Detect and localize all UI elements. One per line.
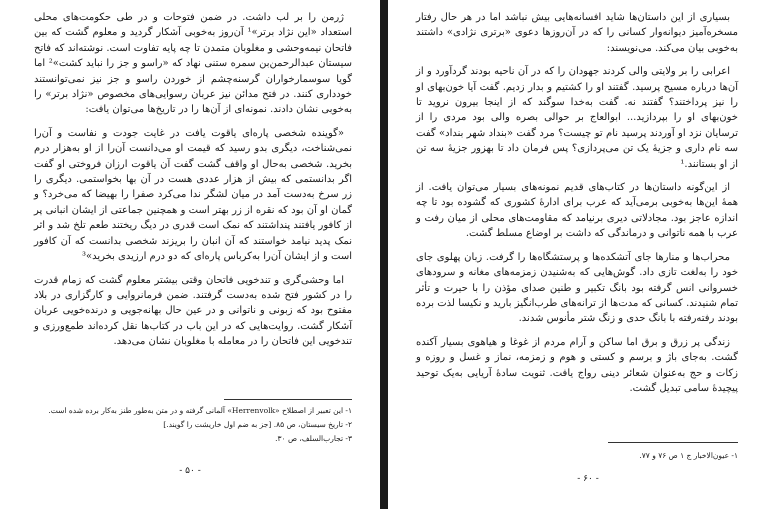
footnote: ۳- تجارب‌السلف، ص ۳۰. xyxy=(275,434,352,443)
footnote-divider xyxy=(608,442,738,443)
right-page xyxy=(388,0,768,509)
book-gutter xyxy=(380,0,388,509)
footnote: ۱- عیون‌الاخبار ج ۱ ص ۷۶ و ۷۷. xyxy=(639,451,738,460)
quoted-paragraph: «گوینده شخصی پاره‌ای یاقوت یافت در غایت جودت و نفاست و آن‌را نمی‌شناخت، دیگری بدو رسید که قیمت او می‌دانست آن‌را از او به‌هزار درم بخرید. شخصی به‌حال او واقف گشت گفت آن یاقوت ارزان فروختی او گفت اگر بدانستمی که بیش از هزار عددی هست در آن بها بخواستمی. دیگری را زر سرخ به‌دست آمد در میان لشگر ندا می‌کرد صفرا را بهیضا که می‌خرد؟ و گمان او آن بود که نقره از زر بهتر است و همچنین جماعتی از ایشان انبانی پر از کافور یافتند پنداشتند که نمک است قدری در دیگ ریختند طعم تلخ شد و اثر نمک پدید نیامد خواستند که آن انبان را بریزند شخصی بدانست که آن کافور است و از ایشان آن‌را به‌کرباس پاره‌ای که دو درم ارزیدی بخرید»³ xyxy=(34,127,352,263)
left-body xyxy=(34,10,352,358)
paragraph: اما وحشی‌گری و تندخویی فاتحان وقتی بیشتر معلوم گشت که زمام قدرت را در کشور فتح شده به‌دست گرفتند. ضمن فرمانروایی و کارگزاری در بلاد مفتوح بود که زبونی و ناتوانی و در عین حال بهانه‌جویی و درنده‌خویی عربان آشکار گشت. روایت‌هایی که در این باب در کتاب‌ها نقل کرده‌اند طمع‌ورزی و تندخویی این فاتحان را در معامله با مغلوبان نشان می‌دهد. xyxy=(34,274,352,348)
paragraph: ژرمن را بر لب داشت. در ضمن فتوحات و در طی حکومت‌های محلی استعداد «این نژاد برتر»¹ آن‌روز به‌خوبی آشکار گردید و معلوم گشت که بین فاتحان نیمه‌وحشی و مغلوبان متمدن تا چه پایه تفاوت است. نوشته‌اند که فاتح سیستان عبدالرحمن‌بن سمره ستنی نهاد که «راسو و جز را نباید کشت»² اما گویا سوسمارخواران گرسنه‌چشم از خوردن راسو و جز نیز نمی‌توانستند خودداری کنند. در فتح مدائن نیز عربان رسوایی‌های مخصوص «نژاد برتر» را به‌خوبی نشان دادند. نمونه‌ای از آن‌ها را در تاریخ‌ها می‌توان یافت: xyxy=(34,12,352,116)
page-number: - ۶۰ - xyxy=(577,474,599,484)
left-page xyxy=(0,0,380,509)
footnote: ۱- این تعبیر از اصطلاح «Herrenvolk» آلمانی گرفته و در متن به‌طور طنز به‌کار برده شده است. xyxy=(48,406,352,415)
paragraph: اعرابی را بر ولایتی والی کردند جهودان را که در آن ناحیه بودند گردآورد و از آن‌ها درباره مسیح پرسید. گفتند او را کشتیم و بدار زدیم. گفت آیا خون‌بهای او را نیز پرداختند؟ گفتند نه. گفت به‌خدا سوگند که از اینجا بیرون نروید تا خون‌بهای او را بپردازید... ابوالعاج بر حوالی بصره والی بود مردی را از ترسایان نزد او آوردند پرسید نام تو چیست؟ مرد گفت «بنداد شهر بنداد» گفت سه نام داری و جزیهٔ یک تن می‌پردازی؟ پس فرمان داد تا بهزور جزیهٔ سه تن از او بستانند.¹ xyxy=(416,66,738,170)
paragraph: بسیاری از این داستان‌ها شاید افسانه‌هایی بیش نباشد اما در هر حال رفتار مسخره‌آمیز دیوانه‌وار کسانی را که در آن‌روزها دعوی «برتری نژادی» داشتند به‌خوبی بیان می‌کند. می‌نویسند: xyxy=(416,12,738,54)
footnote-divider xyxy=(224,399,352,400)
paragraph: زندگی پر زرق و برق اما ساکن و آرام مردم از غوغا و هیاهوی بسیار آکنده گشت. به‌جای باژ و برسم و کستی و هوم و زمزمه، نماز و غسل و روزه و زکات و حج به‌عنوان شعائر دینی رواج یافت. ثنویت سادهٔ آریایی به‌یک توحید پیچیدهٔ سامی تبدیل گشت. xyxy=(416,336,738,394)
footnotes xyxy=(34,405,352,447)
paragraph: از این‌گونه داستان‌ها در کتاب‌های قدیم نمونه‌های بسیار می‌توان یافت. از همهٔ این‌ها به‌خوبی برمی‌آید که عرب برای ادارهٔ کشوری که گشوده بود تا چه اندازه عاجز بود. مجادلاتی دیری برنیامد که مقاومت‌های محلی از میان رفت و عرب با همه ناتوانی و درماندگی که داشت بر اوضاع مسلط گشت. xyxy=(416,182,738,240)
right-body xyxy=(416,10,738,404)
page-number: - ۵۰ - xyxy=(179,466,201,476)
footnote: ۲- تاریخ سیستان، ص ۸۵. [جز به ضم اول خاریشت را گویند.] xyxy=(163,420,352,429)
footnotes xyxy=(416,450,738,464)
paragraph: محراب‌ها و منارها جای آتشکده‌ها و پرستشگاه‌ها را گرفت. زبان پهلوی جای خود را به‌لغت تازی داد. گوش‌هایی که به‌شنیدن زمزمه‌های مغانه و سرودهای خسروانی انس گرفته بود بانگ تکبیر و طنین صدای مؤذن را با حیرت و تأثر تمام شنیدند. کسانی که مدت‌ها از ترانه‌های طرب‌انگیز بارید و نکیسا لذت برده بودند رفته‌رفته با بانگ حدی و زنگ شتر مأنوس شدند. xyxy=(416,251,739,325)
